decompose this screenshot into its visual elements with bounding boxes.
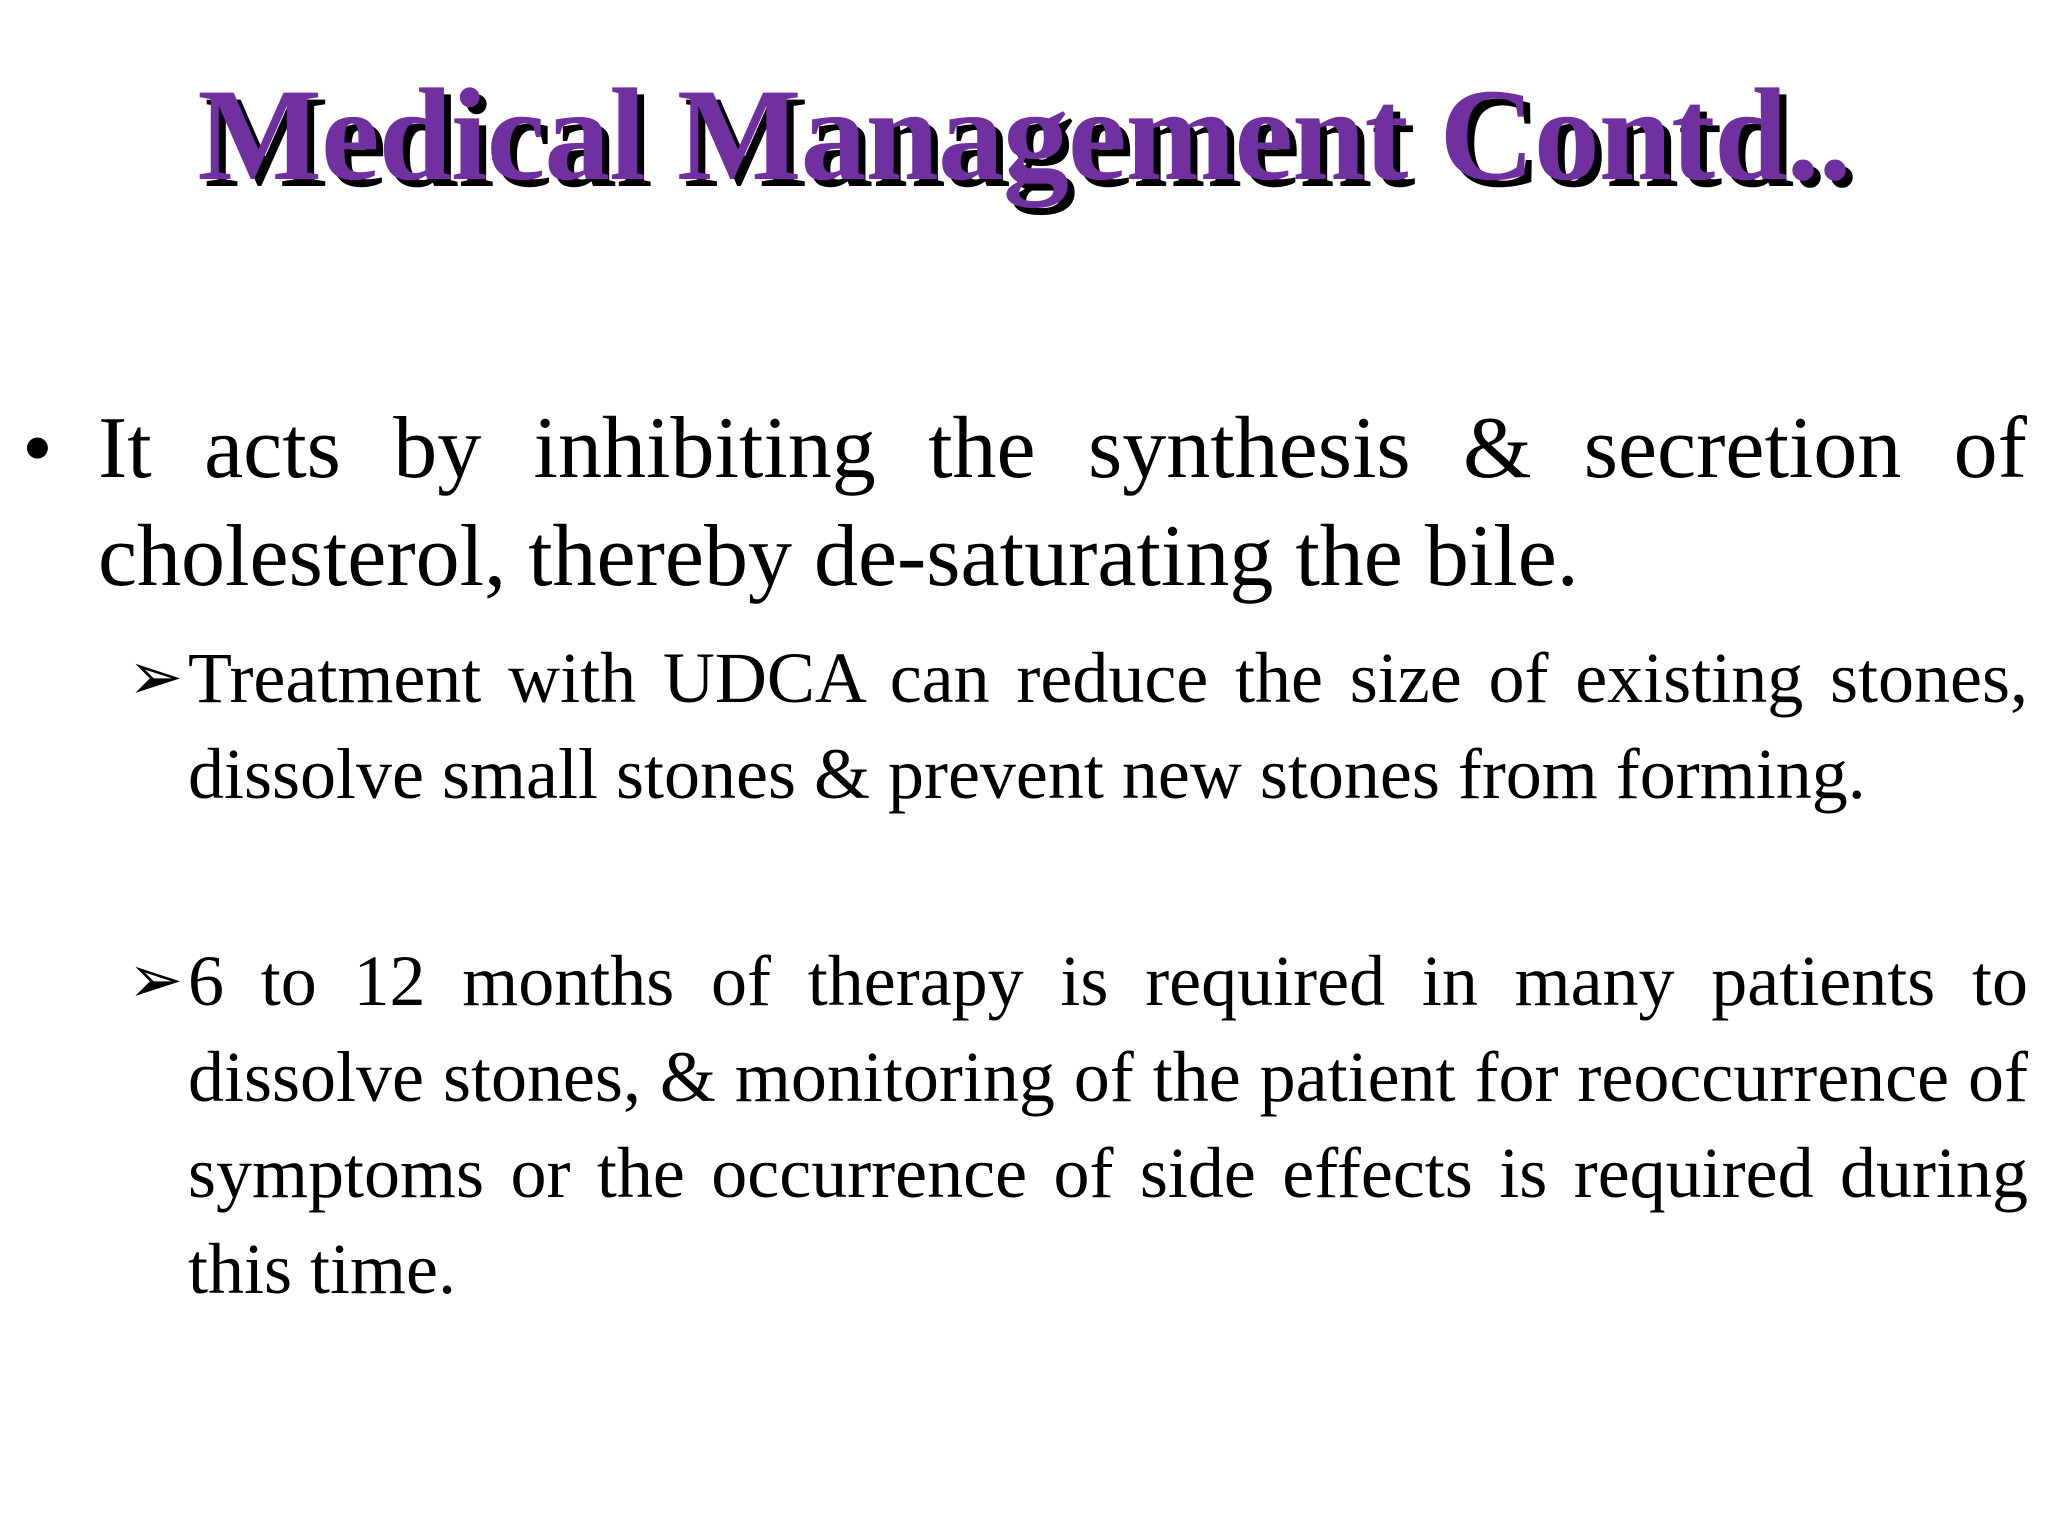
bullet-dot-icon: • — [22, 400, 53, 497]
arrowhead-bullet-icon: ➢ — [128, 641, 184, 714]
slide-title: Medical Management Contd.. — [197, 61, 1851, 208]
arrowhead-bullet-icon: ➢ — [128, 944, 184, 1017]
sub-bullet-text: 6 to 12 months of therapy is required in many patients to dissolve stones, & monitoring of the patient for reoccurrence of symptoms or the occurrence of side effects is required during this time. — [188, 941, 2028, 1309]
sub-bullet-text: Treatment with UDCA can reduce the size of existing stones, dissolve small stones & prevent new stones from forming. — [188, 638, 2028, 814]
main-bullet — [22, 395, 2027, 611]
main-bullet-text: It acts by inhibiting the synthesis & secretion of cholesterol, thereby de-saturating the bile. — [98, 400, 2027, 605]
sub-bullet-therapy-duration — [128, 933, 2028, 1317]
sub-bullet-udca — [128, 630, 2028, 822]
